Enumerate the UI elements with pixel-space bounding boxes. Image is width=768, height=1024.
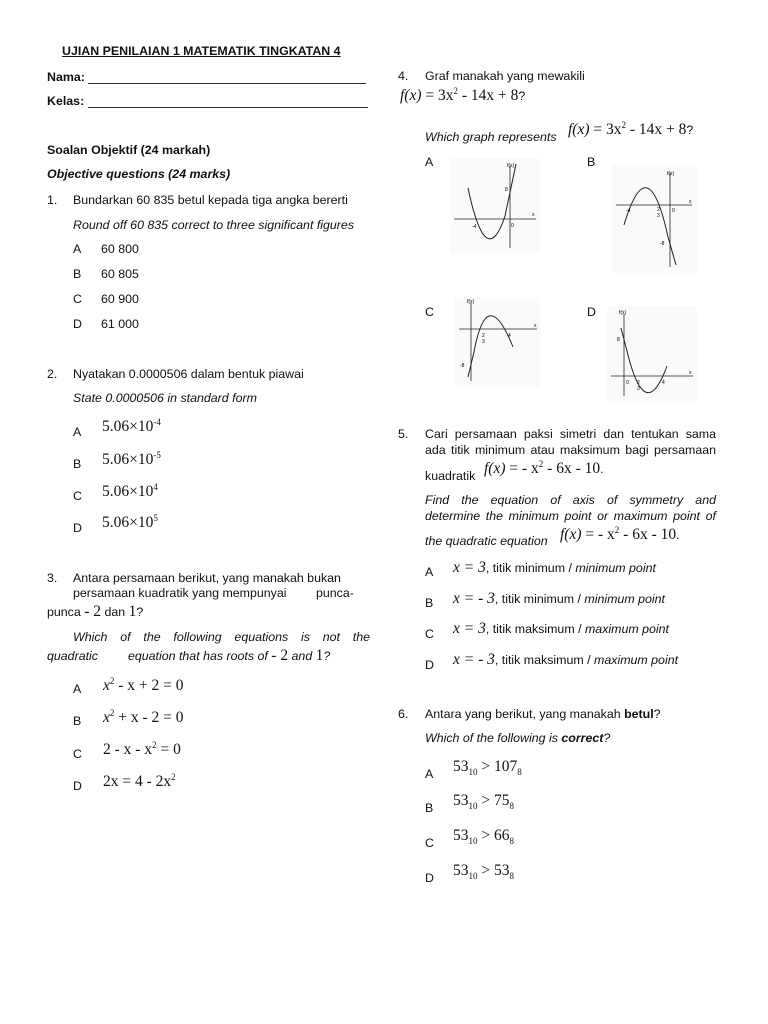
x-label: x: [689, 370, 692, 376]
q3-line1: Antara persamaan berikut, yang manakah bukan: [73, 571, 341, 585]
q6-option-letter: C: [425, 836, 434, 850]
q4-text-en: Which graph represents: [425, 130, 557, 144]
nama-label: Nama:: [47, 70, 85, 84]
fraction-numerator: 2: [482, 333, 485, 339]
q4-option-letter: D: [587, 305, 596, 319]
q5-line3: kuadratik: [425, 469, 476, 483]
x-label: x: [534, 323, 537, 329]
intercept-label: 8: [617, 337, 620, 343]
q3-en2: quadratic equation that has roots of - 2 and 1?: [47, 647, 331, 664]
q3-option-letter: C: [73, 747, 82, 761]
q3-option-a: $x^2 - x + 2 = 0$: [103, 676, 184, 695]
q5-en2: determine the minimum point or maximum point of: [425, 509, 716, 523]
q2-number: 2.: [47, 367, 58, 381]
q3-option-d: $2x = 4 - 2x^2$: [103, 772, 176, 791]
q5-en1: Find the equation of axis of symmetry and: [425, 493, 716, 507]
q5-option-letter: B: [425, 596, 434, 610]
q5-option-a: x = 3, titik minimum / minimum point: [453, 559, 656, 576]
q6-text-ms: Antara yang berikut, yang manakah betul?: [425, 707, 661, 721]
x-label: x: [532, 212, 535, 218]
q1-option-letter: D: [73, 317, 82, 331]
q4-graph-d: [607, 306, 697, 401]
q6-number: 6.: [398, 707, 409, 721]
kelas-blank: [88, 95, 368, 108]
fx-label: f(x): [667, 171, 675, 177]
q2-option-b: $5.06\times 10^{-5}$: [102, 450, 161, 469]
q1-option-a: 60 800: [101, 242, 139, 256]
intercept-label: -8: [660, 241, 665, 247]
nama-blank: [88, 71, 366, 84]
section-title-ms: Soalan Objektif (24 markah): [47, 143, 211, 157]
q2-option-c: $5.06\times 10^4$: [102, 482, 158, 501]
q1-option-c: 60 900: [101, 292, 139, 306]
q4-graph-b: [612, 165, 697, 273]
q4-number: 4.: [398, 69, 409, 83]
root-label: -4: [472, 224, 477, 230]
fraction-denominator: 3: [657, 213, 660, 219]
fraction-denominator: 3: [637, 386, 640, 392]
q4-graph-a: [450, 158, 540, 253]
page-title: UJIAN PENILAIAN 1 MATEMATIK TINGKATAN 4: [62, 44, 341, 58]
fraction-denominator: 3: [482, 339, 485, 345]
q5-option-letter: D: [425, 658, 434, 672]
q2-text-en: State 0.0000506 in standard form: [73, 391, 257, 405]
q2-option-a: $5.06\times 10^{-4}$: [102, 417, 161, 436]
q1-option-b: 60 805: [101, 267, 139, 281]
origin-label: 0: [511, 223, 514, 229]
q4-option-letter: B: [587, 155, 596, 169]
q6-text-en: Which of the following is correct?: [425, 731, 611, 745]
kelas-label: Kelas:: [47, 94, 85, 108]
q5-option-letter: A: [425, 565, 434, 579]
intercept-label: 8: [505, 187, 508, 193]
section-title-en: Objective questions (24 marks): [47, 167, 231, 181]
q4-option-letter: A: [425, 155, 434, 169]
kelas-field: [47, 94, 368, 108]
q3-option-c: $2 - x - x^2 = 0$: [103, 740, 181, 759]
origin-label: 0: [626, 380, 629, 386]
q6-option-letter: B: [425, 801, 434, 815]
q4-option-letter: C: [425, 305, 434, 319]
q3-line2a: persamaan kuadratik yang mempunyai: [73, 586, 287, 600]
q1-number: 1.: [47, 193, 58, 207]
q6-option-letter: A: [425, 767, 434, 781]
fx-label: f(x): [467, 299, 475, 305]
q5-equation-en: f(x) = - $x^2 - 6x - 10$.: [560, 525, 680, 544]
fraction-numerator: 2: [637, 380, 640, 386]
q2-option-letter: A: [73, 425, 82, 439]
nama-field: [47, 70, 366, 84]
intercept-label: -8: [460, 363, 465, 369]
fx-label: f(x): [619, 310, 627, 316]
graph-background: [612, 165, 697, 273]
q1-option-letter: A: [73, 242, 82, 256]
q1-option-d: 61 000: [101, 317, 139, 331]
q2-option-letter: B: [73, 457, 82, 471]
q3-option-b: $x^2 + x - 2 = 0$: [103, 708, 184, 727]
q5-en3: the quadratic equation: [425, 534, 548, 548]
q3-option-letter: A: [73, 682, 82, 696]
x-label: x: [689, 199, 692, 205]
q5-option-d: x = - 3, titik maksimum / maximum point: [453, 651, 679, 668]
q1-option-letter: B: [73, 267, 82, 281]
q5-option-letter: C: [425, 627, 434, 641]
q2-option-letter: C: [73, 489, 82, 503]
graph-background: [607, 306, 697, 401]
q5-line2: ada titik minimum atau maksimum bagi persamaan: [425, 443, 716, 457]
q6-option-a: $53_{10} > 107_8$: [453, 758, 522, 778]
q6-option-d: $53_{10} > 53_8$: [453, 862, 514, 882]
q1-text-en: Round off 60 835 correct to three significant figures: [73, 218, 355, 232]
graph-background: [455, 297, 540, 387]
origin-label: 0: [672, 208, 675, 214]
q4-equation-ms: $f(x) = 3x^2 - 14x + 8$?: [400, 86, 526, 105]
q1-text-ms: Bundarkan 60 835 betul kepada tiga angka bererti: [73, 193, 348, 207]
root-label: -4: [626, 208, 631, 214]
q4-equation-en: $f(x) = 3x^2 - 14x + 8$?: [568, 120, 694, 139]
q5-option-b: x = - 3, titik minimum / minimum point: [453, 590, 665, 607]
q6-option-b: $53_{10} > 75_8$: [453, 792, 514, 812]
q4-graph-c: [455, 297, 540, 387]
q2-text-ms: Nyatakan 0.0000506 dalam bentuk piawai: [73, 367, 304, 381]
fx-label: f(x): [507, 163, 515, 169]
fraction-numerator: 2: [657, 207, 660, 213]
q5-equation-ms: f(x) = - $x^2 - 6x - 10$.: [484, 459, 604, 478]
q5-line1: Cari persamaan paksi simetri dan tentukan sama: [425, 427, 716, 441]
q6-option-c: $53_{10} > 66_8$: [453, 827, 514, 847]
q3-en1: Which of the following equations is not the: [73, 630, 370, 644]
q2-option-letter: D: [73, 521, 82, 535]
graph-background: [450, 158, 540, 253]
q5-number: 5.: [398, 427, 409, 441]
q3-line2b: punca-: [316, 586, 354, 600]
q1-option-letter: C: [73, 292, 82, 306]
q5-option-c: x = 3, titik maksimum / maximum point: [453, 620, 669, 637]
root-label: 4: [662, 380, 665, 386]
q6-option-letter: D: [425, 871, 434, 885]
q3-option-letter: B: [73, 714, 82, 728]
q2-option-d: $5.06\times 10^5$: [102, 513, 158, 532]
root-label: 4: [508, 333, 511, 339]
q3-number: 3.: [47, 571, 58, 585]
q3-line3: punca - 2 dan 1?: [47, 603, 144, 620]
q4-text-ms: Graf manakah yang mewakili: [425, 69, 585, 83]
q3-option-letter: D: [73, 779, 82, 793]
